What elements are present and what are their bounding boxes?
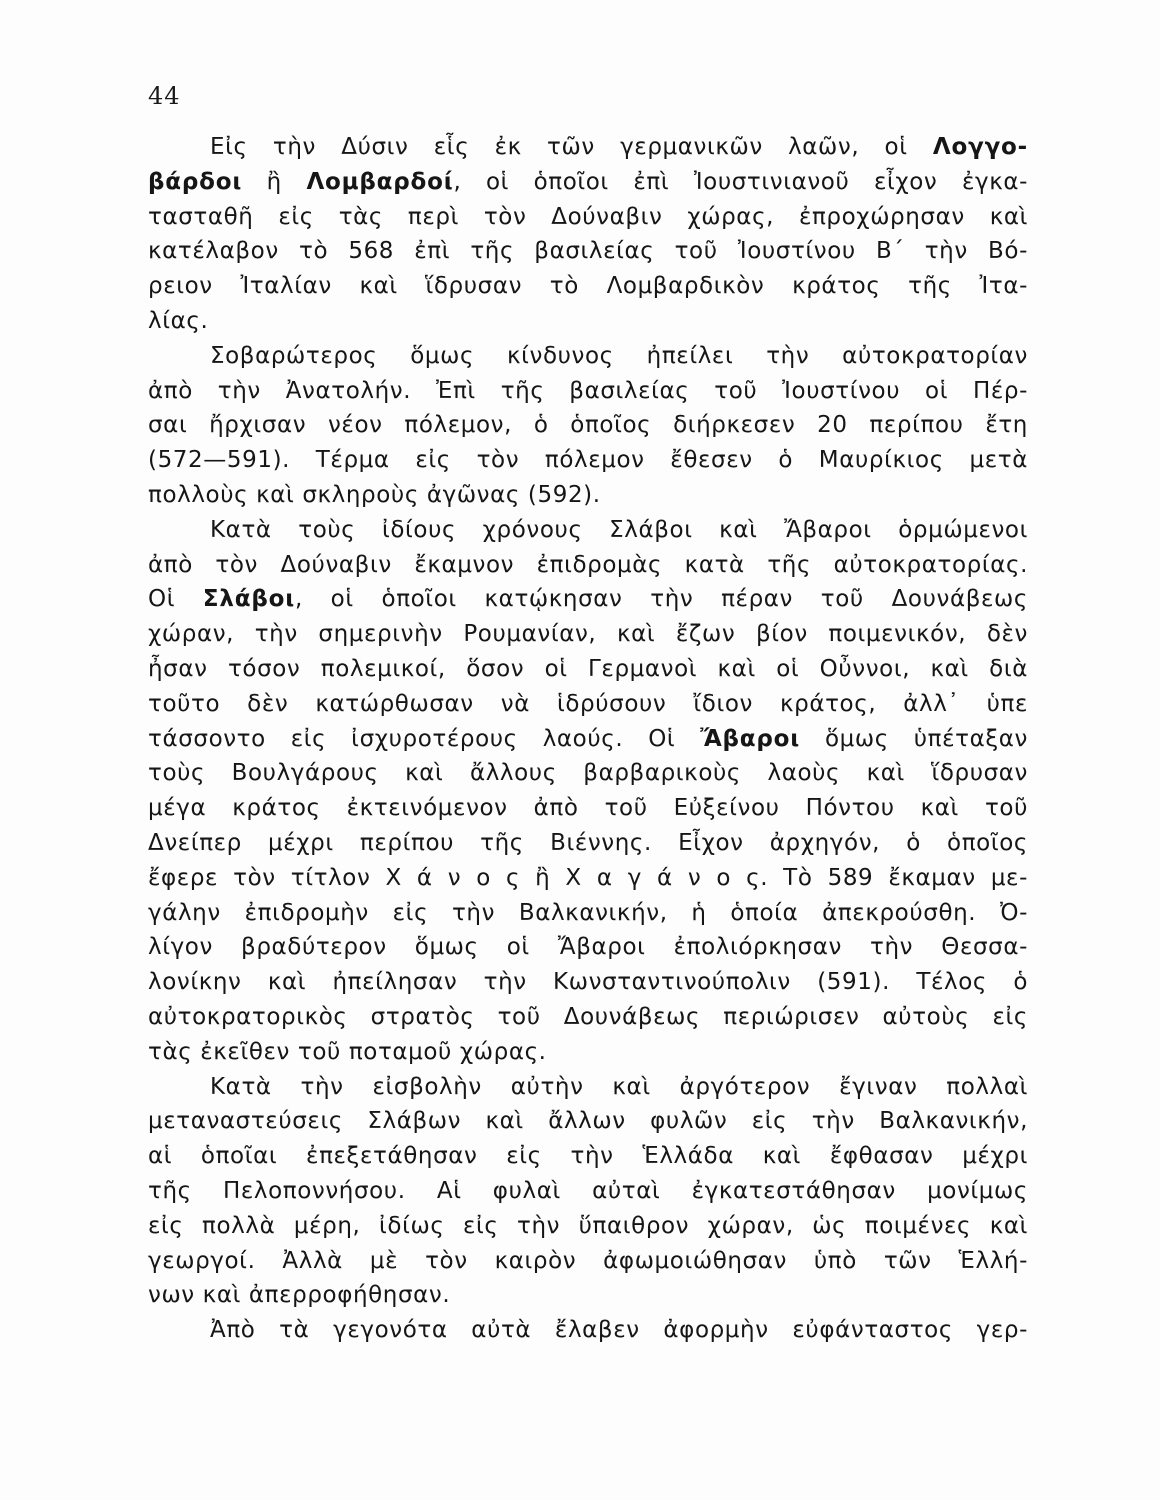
text-line: λίας. xyxy=(148,307,209,334)
text-line: ἔφερε τὸν τίτλον Χ ά ν ο ς ἢ Χ α γ ά ν ο ς. Τὸ 589 ἔκαμαν με- xyxy=(148,864,1028,891)
text-line: σαι ἤρχισαν νέον πόλεμον, ὁ ὁποῖος διήρκεσεν 20 περίπου ἔτη xyxy=(148,412,1028,439)
text-line: μεταναστεύσεις Σλάβων καὶ ἄλλων φυλῶν εἰς τὴν Βαλκανικήν, xyxy=(148,1108,1028,1135)
text-line: εἰς πολλὰ μέρη, ἰδίως εἰς τὴν ὕπαιθρον χώραν, ὡς ποιμένες καὶ xyxy=(148,1212,1028,1239)
text-line: τῆς Πελοποννήσου. Αἱ φυλαὶ αὐταὶ ἐγκατεστάθησαν μονίμως xyxy=(148,1177,1028,1204)
text-line: λονίκην καὶ ἠπείλησαν τὴν Κωνσταντινούπολιν (591). Τέλος ὁ xyxy=(148,969,1028,996)
text-line: Κατὰ τοὺς ἰδίους χρόνους Σλάβοι καὶ Ἄβαροι ὁρμώμενοι xyxy=(210,516,1028,543)
body-text xyxy=(148,130,1028,1348)
text-line: Κατὰ τὴν εἰσβολὴν αὐτὴν καὶ ἀργότερον ἔγιναν πολλαὶ xyxy=(210,1073,1028,1100)
text-line: τοὺς Βουλγάρους καὶ ἄλλους βαρβαρικοὺς λαοὺς καὶ ἵδρυσαν xyxy=(148,760,1028,787)
text-line: Εἰς τὴν Δύσιν εἷς ἐκ τῶν γερμανικῶν λαῶν, οἱ Λογγο- xyxy=(210,134,1028,160)
text-line: τασταθῆ εἰς τὰς περὶ τὸν Δούναβιν χώρας, ἐπροχώρησαν καὶ xyxy=(148,203,1028,230)
text-line: γάλην ἐπιδρομὴν εἰς τὴν Βαλκανικήν, ἡ ὁποία ἀπεκρούσθη. Ὀ- xyxy=(148,899,1028,926)
text-line: τοῦτο δὲν κατώρθωσαν νὰ ἱδρύσουν ἴδιον κράτος, ἀλλ᾽ ὑπε xyxy=(148,690,1028,717)
text-line: τάσσοντο εἰς ἰσχυροτέρους λαούς. Οἱ Ἄβαροι ὅμως ὑπέταξαν xyxy=(148,725,1028,752)
text-line: ρειον Ἰταλίαν καὶ ἵδρυσαν τὸ Λομβαρδικὸν κράτος τῆς Ἰτα- xyxy=(148,273,1028,300)
text-line: γεωργοί. Ἀλλὰ μὲ τὸν καιρὸν ἀφωμοιώθησαν ὑπὸ τῶν Ἑλλή- xyxy=(148,1247,1028,1274)
text-line: νων καὶ ἀπερροφήθησαν. xyxy=(148,1282,451,1309)
text-line: κατέλαβον τὸ 568 ἐπὶ τῆς βασιλείας τοῦ Ἰουστίνου Β΄ τὴν Βό- xyxy=(148,238,1028,265)
text-line: ἀπὸ τὴν Ἀνατολήν. Ἐπὶ τῆς βασιλείας τοῦ Ἰουστίνου οἱ Πέρ- xyxy=(148,377,1028,404)
text-line: Οἱ Σλάβοι, οἱ ὁποῖοι κατῴκησαν τὴν πέραν τοῦ Δουνάβεως xyxy=(148,586,1028,613)
bold-term: βάρδοι xyxy=(148,168,243,195)
text-line: λίγον βραδύτερον ὅμως οἱ Ἄβαροι ἐπολιόρκησαν τὴν Θεσσα- xyxy=(148,934,1028,961)
bold-term: Ἄβαροι xyxy=(700,725,801,752)
text-line: ἀπὸ τὸν Δούναβιν ἔκαμνον ἐπιδρομὰς κατὰ τῆς αὐτοκρατορίας. xyxy=(148,551,1028,578)
text-line: τὰς ἐκεῖθεν τοῦ ποταμοῦ χώρας. xyxy=(148,1038,547,1065)
text-line: Σοβαρώτερος ὅμως κίνδυνος ἠπείλει τὴν αὐτοκρατορίαν xyxy=(210,342,1028,369)
text-line: Δνείπερ μέχρι περίπου τῆς Βιέννης. Εἶχον ἀρχηγόν, ὁ ὁποῖος xyxy=(148,829,1028,856)
text-line: αὐτοκρατορικὸς στρατὸς τοῦ Δουνάβεως περιώρισεν αὐτοὺς εἰς xyxy=(148,1003,1028,1030)
page-number: 44 xyxy=(148,82,181,110)
text-line: χώραν, τὴν σημερινὴν Ρουμανίαν, καὶ ἔζων βίον ποιμενικόν, δὲν xyxy=(148,621,1028,648)
text-line: βάρδοι ἢ Λομβαρδοί, οἱ ὁποῖοι ἐπὶ Ἰουστινιανοῦ εἶχον ἐγκα- xyxy=(148,168,1028,195)
text-line: ἦσαν τόσον πολεμικοί, ὅσον οἱ Γερμανοὶ καὶ οἱ Οὖννοι, καὶ διὰ xyxy=(148,655,1028,682)
text-line: (572—591). Τέρμα εἰς τὸν πόλεμον ἔθεσεν ὁ Μαυρίκιος μετὰ xyxy=(148,447,1028,474)
text-line: πολλοὺς καὶ σκληροὺς ἀγῶνας (592). xyxy=(148,481,601,508)
text-line: μέγα κράτος ἐκτεινόμενον ἀπὸ τοῦ Εὐξείνου Πόντου καὶ τοῦ xyxy=(148,795,1028,822)
bold-term: Λογγο- xyxy=(932,134,1028,160)
text-line: αἱ ὁποῖαι ἐπεξετάθησαν εἰς τὴν Ἑλλάδα καὶ ἔφθασαν μέχρι xyxy=(148,1143,1028,1170)
text-line: Ἀπὸ τὰ γεγονότα αὐτὰ ἔλαβεν ἀφορμὴν εὐφάνταστος γερ- xyxy=(210,1317,1028,1344)
bold-term: Σλάβοι xyxy=(202,586,295,613)
bold-term: Λομβαρδοί xyxy=(306,168,454,195)
